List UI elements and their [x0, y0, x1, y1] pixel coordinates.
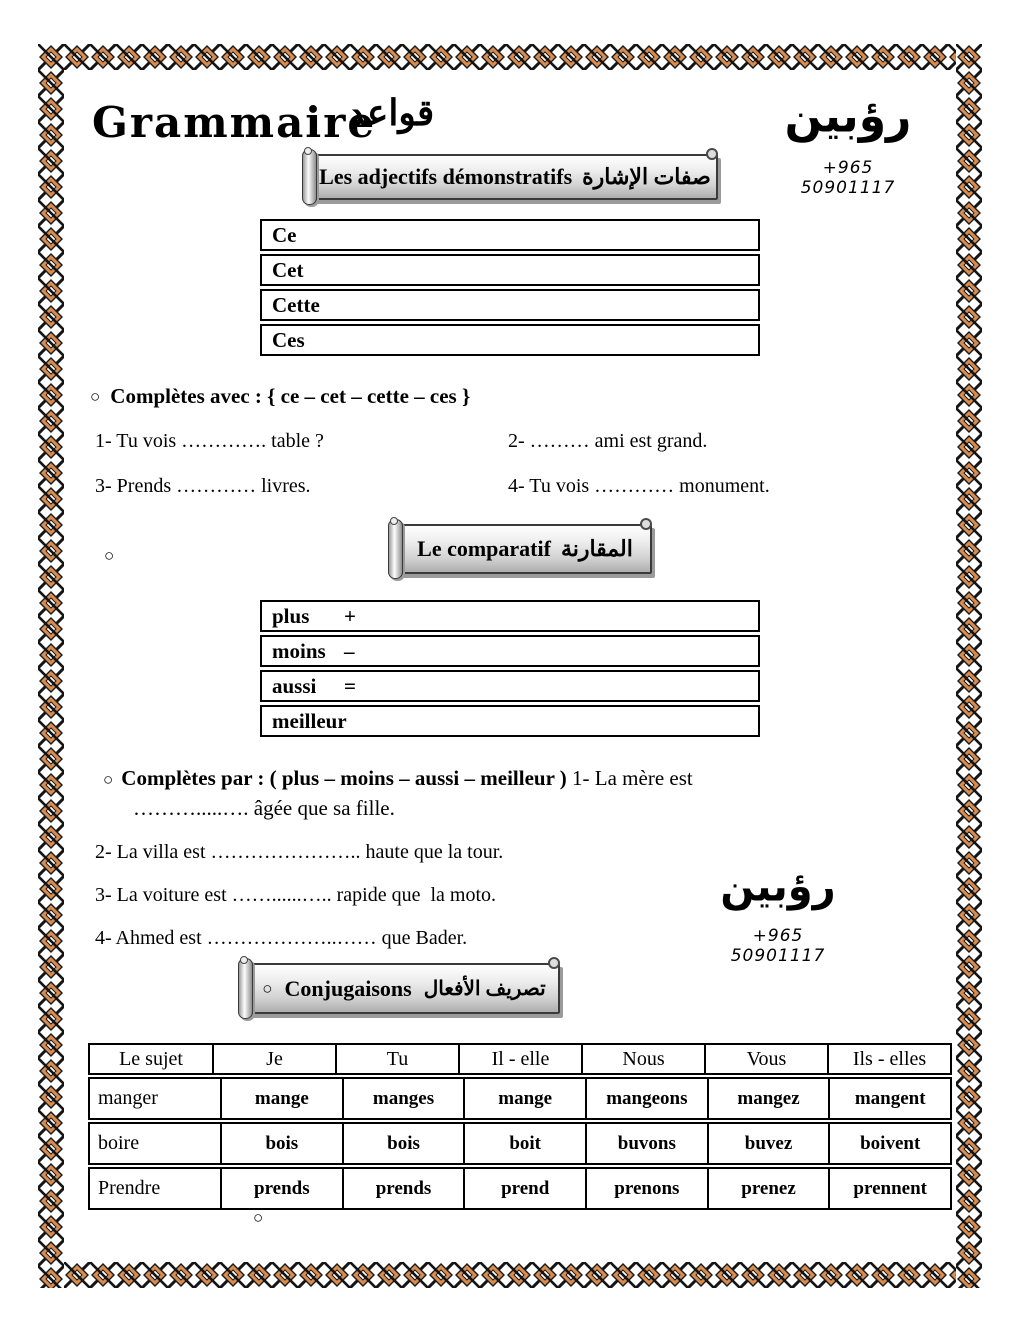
- column-header: Ils - elles: [852, 1047, 927, 1070]
- column-header: Il - elle: [460, 1045, 583, 1073]
- form-cell: buvons: [587, 1124, 709, 1163]
- form-cell: prend: [465, 1169, 587, 1208]
- form-cell: prends: [222, 1169, 344, 1208]
- scroll-tube-icon: [388, 519, 403, 579]
- banner-conjugaisons: [248, 963, 560, 1014]
- instruction-text: Complètes par : ( plus – moins – aussi – meilleur ): [121, 766, 567, 790]
- column-header: Je: [214, 1045, 337, 1073]
- conjugation-row-manger: [88, 1077, 952, 1120]
- column-header: Le sujet: [90, 1045, 214, 1073]
- form-cell: boit: [465, 1124, 587, 1163]
- column-header: Nous: [583, 1045, 706, 1073]
- comparatif-word: moins: [272, 638, 326, 663]
- table-row: [260, 670, 760, 702]
- verb-cell: Prendre: [90, 1169, 222, 1208]
- table-row: [260, 219, 760, 251]
- brand-logo-calligraphy-icon: رؤبين: [720, 862, 836, 912]
- form-cell: prennent: [853, 1177, 927, 1199]
- exercise-item: 2- ……… ami est grand.: [508, 430, 708, 452]
- verb-cell: manger: [90, 1079, 222, 1118]
- form-cell: prends: [344, 1169, 466, 1208]
- exercise-item: 3- Prends ………… livres.: [95, 475, 311, 497]
- banner-title-fr: Conjugaisons: [284, 975, 412, 1001]
- form-cell: boivent: [860, 1132, 921, 1154]
- instruction-completes-avec: [90, 384, 470, 409]
- scroll-tube-icon: [302, 149, 317, 205]
- logo-phone-number: +965 50901117: [730, 926, 826, 966]
- form-cell: prenons: [587, 1169, 709, 1208]
- banner-title-fr: Le comparatif: [417, 536, 551, 561]
- table-row: [260, 289, 760, 321]
- table-row: [260, 324, 760, 356]
- page-title-arabic: قواعد: [348, 93, 435, 133]
- circle-bullet-icon: ○: [104, 546, 115, 565]
- decorative-border-top: [38, 44, 982, 70]
- decorative-border-left: [38, 44, 64, 1288]
- comparatif-table: [260, 600, 760, 740]
- banner-comparatif: [398, 524, 652, 574]
- banner-title-ar: تصريف الأفعال: [423, 978, 546, 1000]
- banner-adjectifs-demonstratifs: [312, 154, 718, 200]
- exercise-item: 4- Tu vois ………… monument.: [508, 475, 770, 497]
- logo-phone-number: +965 50901117: [800, 158, 896, 199]
- cell-text: Ces: [272, 327, 305, 352]
- form-cell: bois: [344, 1124, 466, 1163]
- banner-title-fr: Les adjectifs démonstratifs: [319, 164, 573, 189]
- form-cell: mangeons: [587, 1079, 709, 1118]
- instruction-completes-par: [103, 763, 823, 823]
- instruction-text: Complètes avec : { ce – cet – cette – ces }: [110, 384, 471, 408]
- conjugation-table: [88, 1043, 952, 1212]
- circle-bullet-icon: ○: [103, 770, 114, 789]
- banner-title-ar: صفات الإشارة: [582, 164, 711, 189]
- cell-text: Ce: [272, 222, 297, 247]
- scroll-tube-icon: [238, 958, 253, 1019]
- form-cell: bois: [222, 1124, 344, 1163]
- form-cell: mange: [222, 1079, 344, 1118]
- cell-text: Cet: [272, 257, 304, 282]
- circle-bullet-icon: ○: [90, 387, 101, 406]
- comparatif-word: meilleur: [272, 708, 347, 733]
- scroll-curl-icon: [706, 148, 718, 160]
- exercise-item: 4- Ahmed est ………………..…… que Bader.: [95, 927, 468, 949]
- cell-text: Cette: [272, 292, 320, 317]
- column-header: Vous: [706, 1045, 829, 1073]
- table-row: [260, 600, 760, 632]
- banner-title-ar: المقارنة: [560, 536, 633, 561]
- circle-bullet-icon: ○: [262, 979, 273, 998]
- form-cell: mangent: [854, 1087, 926, 1109]
- exercise-item: 2- La villa est ………………….. haute que la tour.: [95, 841, 504, 863]
- scroll-curl-icon: [548, 957, 560, 969]
- table-row: [260, 635, 760, 667]
- brand-logo: [703, 862, 853, 966]
- table-row: [260, 705, 760, 737]
- circle-bullet-icon: ○: [253, 1208, 264, 1227]
- form-cell: manges: [344, 1079, 466, 1118]
- comparatif-symbol: +: [344, 603, 356, 628]
- table-row: [260, 254, 760, 286]
- exercise-item: 1- Tu vois …………. table ?: [95, 430, 324, 452]
- form-cell: buvez: [709, 1124, 831, 1163]
- column-header: Tu: [337, 1045, 460, 1073]
- comparatif-word: aussi: [272, 673, 317, 698]
- exercise-item: 3- La voiture est ……......….. rapide que la moto.: [95, 884, 497, 906]
- brand-logo: [773, 89, 923, 199]
- form-cell: prenez: [709, 1169, 831, 1208]
- form-cell: mange: [465, 1079, 587, 1118]
- comparatif-symbol: –: [344, 638, 355, 663]
- comparatif-symbol: =: [344, 673, 356, 698]
- form-cell: mangez: [709, 1079, 831, 1118]
- conjugation-row-boire: [88, 1122, 952, 1165]
- page-title: Grammaire: [92, 98, 377, 147]
- scroll-curl-icon: [640, 518, 652, 530]
- conjugation-header-row: [88, 1043, 952, 1075]
- exercise-item-continuation: ……….....…. âgée que sa fille.: [133, 796, 395, 820]
- conjugation-row-prendre: [88, 1167, 952, 1210]
- decorative-border-bottom: [38, 1262, 982, 1288]
- exercise-item: 1- La mère est: [566, 766, 693, 790]
- comparatif-word: plus: [272, 603, 310, 628]
- verb-cell: boire: [90, 1124, 222, 1163]
- demonstratives-table: [260, 219, 760, 359]
- brand-logo-calligraphy-icon: رؤبين: [784, 89, 912, 144]
- decorative-border-right: [956, 44, 982, 1288]
